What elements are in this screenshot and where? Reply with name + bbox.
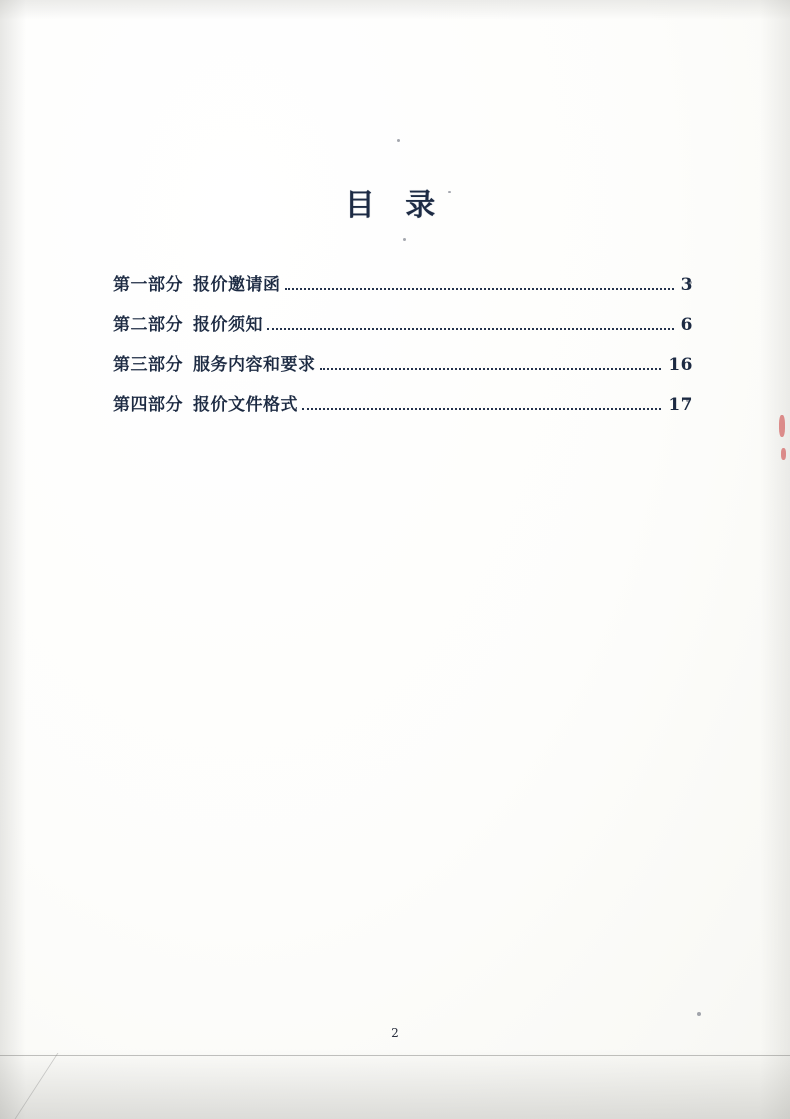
page-fold-line — [0, 1055, 790, 1056]
toc-entry-title: 服务内容和要求 — [193, 355, 316, 375]
toc-entry-page: 3 — [680, 275, 693, 295]
page-title: 目 录 — [344, 188, 446, 224]
toc-entry-part: 第二部分 — [113, 315, 183, 335]
scan-speck — [697, 1012, 701, 1016]
toc-leader-dots — [285, 287, 674, 290]
table-of-contents — [113, 255, 693, 415]
toc-entry-page: 17 — [668, 395, 693, 415]
toc-entry-part: 第四部分 — [113, 395, 183, 415]
page-number: 2 — [391, 1026, 399, 1040]
scan-speck — [397, 139, 400, 142]
toc-leader-dots — [267, 327, 674, 330]
toc-entry-title: 报价邀请函 — [193, 275, 281, 295]
toc-entry-page: 6 — [680, 315, 693, 335]
scan-red-mark — [781, 448, 786, 460]
scan-speck — [403, 238, 406, 241]
toc-entry[interactable] — [113, 375, 693, 415]
toc-entry[interactable] — [113, 295, 693, 335]
scan-shadow-left — [0, 0, 26, 1119]
toc-entry-part: 第一部分 — [113, 275, 183, 295]
scan-shadow-bottom — [0, 1049, 790, 1119]
toc-entry[interactable] — [113, 335, 693, 375]
scan-shadow-top — [0, 0, 790, 20]
scan-shadow-right — [760, 0, 790, 1119]
toc-entry[interactable] — [113, 255, 693, 295]
toc-leader-dots — [302, 407, 661, 410]
page-fold-corner — [15, 1053, 169, 1119]
toc-leader-dots — [320, 367, 662, 370]
toc-entry-title: 报价文件格式 — [193, 395, 298, 415]
scan-red-mark — [779, 415, 785, 437]
toc-entry-title: 报价须知 — [193, 315, 263, 335]
toc-entry-part: 第三部分 — [113, 355, 183, 375]
toc-entry-page: 16 — [668, 355, 693, 375]
